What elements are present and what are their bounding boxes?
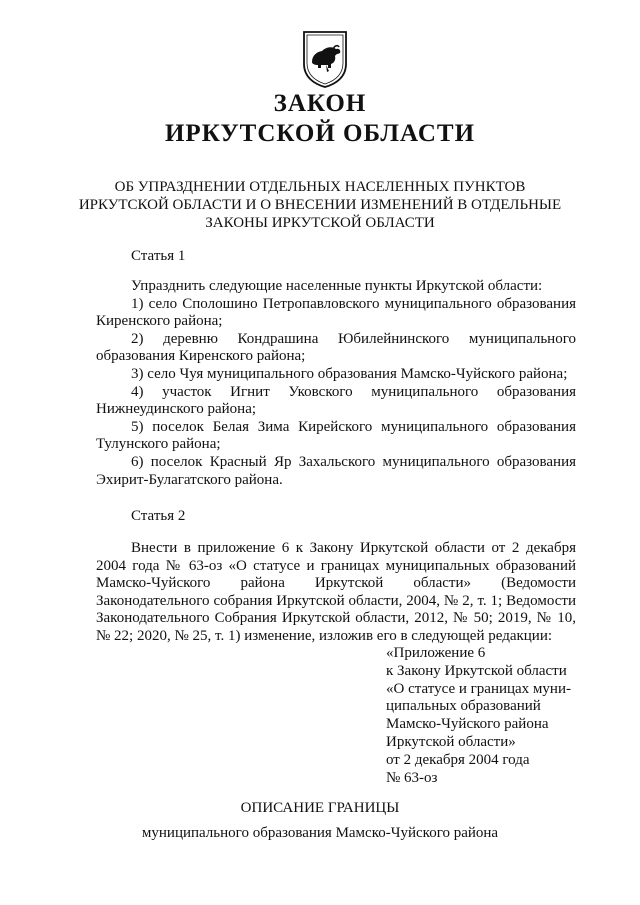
boundary-subheading: муниципального образования Мамско-Чуйского района (141, 825, 499, 841)
law-subtitle (0, 178, 640, 232)
article1-item: 3) село Чуя муниципального образования Мамско-Чуйского района; (131, 365, 568, 382)
article2-text: Внести в приложение 6 к Закону Иркутской области от 2 декабря 2004 года № 63-оз «О статусе и границах муниципальных образований Мамско-Чуйского района Иркутской области» (Ведомости Законодательного собрания Иркутской области, 2004, № 2, т. 1; Ведомости Законодательного Собрания Иркутской области, 2012, № 50; 2019, № 10, № 22; 2020, № 25, т. 1) изменение, изложив его в следующей редакции: (96, 540, 576, 644)
article1-item: 1) село Сполошино Петропавловского муниципального образования Киренского района; (96, 295, 576, 330)
article1-item: 5) поселок Белая Зима Кирейского муниципального образования Тулунского района; (96, 418, 576, 453)
subtitle-line: ОБ УПРАЗДНЕНИИ ОТДЕЛЬНЫХ НАСЕЛЕННЫХ ПУНКТОВ (114, 179, 526, 195)
law-title-line1: ЗАКОН (273, 90, 367, 117)
article1-item: 4) участок Игнит Уковского муниципального образования Нижнеудинского района; (96, 383, 576, 418)
article1-intro: Упразднить следующие населенные пункты Иркутской области: (131, 278, 543, 294)
appendix-line: Мамско-Чуйского района (386, 716, 549, 733)
appendix-line: к Закону Иркутской области (386, 662, 567, 679)
appendix-line: от 2 декабря 2004 года (386, 751, 530, 768)
article2-label: Статья 2 (131, 508, 186, 524)
law-title-line2: ИРКУТСКОЙ ОБЛАСТИ (164, 120, 476, 147)
article2-body (96, 540, 576, 646)
appendix-line: № 63-оз (386, 769, 438, 786)
article1-item: 2) деревню Кондрашина Юбилейнинского муниципального образования Киренского района; (96, 330, 576, 365)
appendix-reference (386, 645, 586, 787)
article1-label: Статья 1 (131, 248, 186, 264)
article1-body (96, 278, 576, 489)
appendix-line: «О статусе и границах муни- (386, 680, 571, 697)
appendix-line: «Приложение 6 (386, 645, 486, 661)
subtitle-line: ИРКУТСКОЙ ОБЛАСТИ И О ВНЕСЕНИИ ИЗМЕНЕНИЙ В ОТДЕЛЬНЫЕ (78, 197, 562, 213)
appendix-line: ципальных образований (386, 698, 541, 715)
boundary-heading: ОПИСАНИЕ ГРАНИЦЫ (240, 800, 400, 816)
subtitle-line: ЗАКОНЫ ИРКУТСКОЙ ОБЛАСТИ (205, 215, 435, 231)
appendix-line: Иркутской области» (386, 733, 516, 750)
article1-item: 6) поселок Красный Яр Захальского муниципального образования Эхирит-Булагатского района. (96, 453, 576, 488)
irkutsk-coat-of-arms-icon (302, 30, 348, 88)
